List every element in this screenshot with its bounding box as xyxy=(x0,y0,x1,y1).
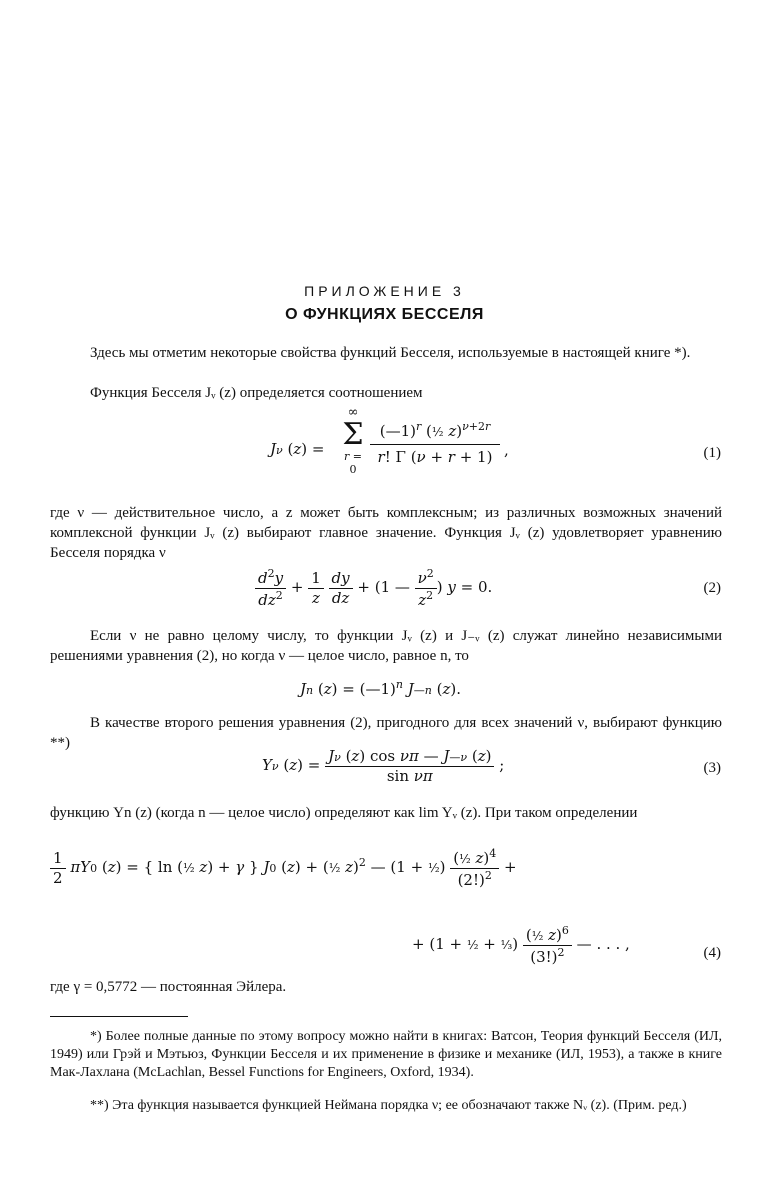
second-solution-paragraph: В качестве второго решения уравнения (2), пригодного для всех значений ν, выбирают функцию **) xyxy=(50,715,722,751)
equation-4-line-2: + (1 + ½ + ⅓) $\frac{(\frac{1}{2} z)^6}{(3!)^2}$ — . . . , xyxy=(412,924,630,966)
equation-2-number: (2) xyxy=(703,580,721,596)
footnote-divider xyxy=(50,1016,188,1017)
equation-1-number: (1) xyxy=(703,445,721,461)
footnote-2: **) Эта функция называется функцией Неймана порядка ν; ее обозначают также Nᵥ (z). (Прим. ред.) xyxy=(90,1098,687,1113)
equation-4-line-1: $\frac{1}{2}$ πY0 (z) = { ln (½ z) + γ } J0 (z) + (½ z)$^2$ — (1 + ½) $\frac{(\frac{1}{2} z)^4}{(2!)^2}$ + xyxy=(50,848,670,908)
equation-integer-order: Jn (z) = (—1)$^n$ J—n (z). xyxy=(300,678,461,698)
definition-paragraph: Функция Бесселя Jᵥ (z) определяется соотношением xyxy=(90,385,423,401)
limit-paragraph: функцию Yn (z) (когда n — целое число) определяют как lim Yᵥ (z). При таком определении xyxy=(50,805,638,821)
equation-3: Yν (z) = $\frac{\text{Jν (z) cos νπ — J—ν (z)}}{\text{sin νπ}}$ ; xyxy=(262,747,505,785)
appendix-title: О ФУНКЦИЯХ БЕССЕЛЯ xyxy=(285,306,484,323)
independence-paragraph: Если ν не равно целому числу, то функции Jᵥ (z) и J₋ᵥ (z) служат линейно независимыми решениями уравнения (2), но когда ν — целое число, равное n, то xyxy=(50,628,722,664)
appendix-label: ПРИЛОЖЕНИЕ 3 xyxy=(304,283,465,299)
equation-2: $\frac{d^2y}{dz^2}$ + $\frac{1}{z}$ $\frac{dy}{dz}$ + (1 — $\frac{\nu^2}{z^2}$ ) y = 0. xyxy=(255,568,515,616)
equation-1: Jν (z) = ∞ Σ r = 0 (—1)$^r$ (½ z)$^{\nu+2r}$ r! Γ (ν + r + 1) , xyxy=(270,405,509,476)
intro-paragraph: Здесь мы отметим некоторые свойства функций Бесселя, используемые в настоящей книге *). xyxy=(90,345,691,361)
euler-constant-paragraph: где γ = 0,5772 — постоянная Эйлера. xyxy=(50,979,287,995)
footnote-1: *) Более полные данные по этому вопросу можно найти в книгах: Ватсон, Теория функций Бесселя (ИЛ, 1949) или Грэй и Мэтьюз, Функции Бесселя и их применение в физике и механике (ИЛ, 1953), а также в книге Мак-Лахлана (McLachlan, Bessel Functions for Engineers, Oxford, 1934). xyxy=(50,1029,722,1080)
properties-paragraph: где ν — действительное число, а z может быть комплексным; из различных возможных значений комплексной функции Jᵥ (z) выбирают главное значение. Функция Jᵥ (z) удовлетворяет уравнению Бесселя порядка ν xyxy=(50,505,722,561)
equation-4-number: (4) xyxy=(703,945,721,961)
equation-3-number: (3) xyxy=(703,760,721,776)
